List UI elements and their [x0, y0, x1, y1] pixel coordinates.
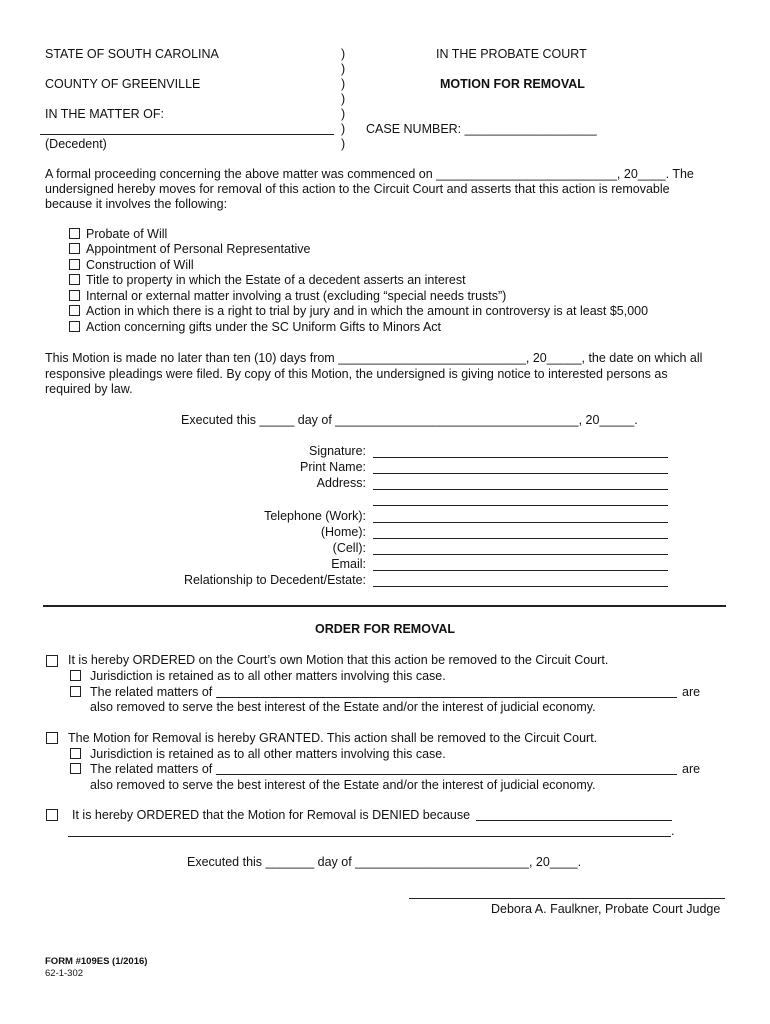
order-option-text: The Motion for Removal is hereby GRANTED. This action shall be removed to the Circuit Court. — [68, 731, 598, 745]
intro-line: because it involves the following: — [45, 197, 228, 211]
telephone-work-line[interactable] — [373, 522, 668, 523]
caption-paren: ) — [341, 137, 346, 151]
related-matters-line[interactable] — [216, 697, 677, 698]
print-name-line[interactable] — [373, 473, 668, 474]
form-title: MOTION FOR REMOVAL — [440, 77, 585, 91]
executed-line: Executed this _____ day of ___________________________________, 20_____. — [181, 413, 638, 427]
related-matters-checkbox[interactable] — [70, 763, 81, 774]
print-name-label: Print Name: — [300, 460, 366, 474]
sub-option-text: The related matters of — [90, 685, 213, 699]
caption-paren: ) — [341, 62, 346, 76]
sub-option-text: The related matters of — [90, 762, 213, 776]
signature-line[interactable] — [373, 457, 668, 458]
caption-paren: ) — [341, 47, 346, 61]
related-matters-checkbox[interactable] — [70, 686, 81, 697]
decedent-label: (Decedent) — [45, 137, 107, 151]
are-text: are — [682, 685, 701, 699]
option-label: Appointment of Personal Representative — [86, 242, 311, 256]
signature-label: Signature: — [309, 444, 366, 458]
telephone-home-line[interactable] — [373, 538, 668, 539]
denied-reason-line[interactable] — [476, 820, 672, 821]
section-divider — [43, 605, 726, 607]
timing-line: required by law. — [45, 382, 133, 396]
denied-reason-line-2[interactable] — [68, 836, 671, 837]
title-to-property-checkbox[interactable] — [69, 274, 80, 285]
jurisdiction-retained-checkbox[interactable] — [70, 748, 81, 759]
relationship-label: Relationship to Decedent/Estate: — [183, 573, 366, 587]
appointment-pr-checkbox[interactable] — [69, 243, 80, 254]
option-label: Internal or external matter involving a trust (excluding “special needs trusts”) — [86, 289, 507, 303]
option-label: Probate of Will — [86, 227, 168, 241]
email-label: Email: — [331, 557, 366, 571]
option-label: Construction of Will — [86, 258, 194, 272]
order-option-text: It is hereby ORDERED that the Motion for Removal is DENIED because — [72, 808, 471, 822]
option-label: Title to property in which the Estate of a decedent asserts an interest — [86, 273, 466, 287]
own-motion-checkbox[interactable] — [46, 655, 58, 667]
judge-signature-line[interactable] — [409, 898, 725, 899]
related-matters-line[interactable] — [216, 774, 677, 775]
timing-line: responsive pleadings were filed. By copy of this Motion, the undersigned is giving notice to interested persons as — [45, 367, 668, 381]
also-removed-text: also removed to serve the best interest of the Estate and/or the interest of judicial economy. — [90, 778, 596, 792]
also-removed-text: also removed to serve the best interest of the Estate and/or the interest of judicial economy. — [90, 700, 596, 714]
order-option-text: It is hereby ORDERED on the Court’s own Motion that this action be removed to the Circuit Court. — [68, 653, 609, 667]
motion-granted-checkbox[interactable] — [46, 732, 58, 744]
jury-trial-checkbox[interactable] — [69, 305, 80, 316]
decedent-name-line[interactable] — [40, 134, 334, 135]
order-title: ORDER FOR REMOVAL — [314, 622, 456, 636]
motion-denied-checkbox[interactable] — [46, 809, 58, 821]
judge-name: Debora A. Faulkner, Probate Court Judge — [491, 902, 721, 916]
address-label: Address: — [316, 476, 366, 490]
matter-label: IN THE MATTER OF: — [45, 107, 164, 121]
caption-paren: ) — [341, 92, 346, 106]
trust-matter-checkbox[interactable] — [69, 290, 80, 301]
period: . — [671, 824, 675, 838]
option-label: Action concerning gifts under the SC Uniform Gifts to Minors Act — [86, 320, 442, 334]
form-id: FORM #109ES (1/2016) — [45, 956, 148, 967]
option-label: Action in which there is a right to trial by jury and in which the amount in controversy is at least $5,000 — [86, 304, 649, 318]
caption-paren: ) — [341, 107, 346, 121]
case-number-field[interactable]: CASE NUMBER: ___________________ — [366, 122, 597, 136]
address-line[interactable] — [373, 489, 668, 490]
state-label: STATE OF SOUTH CAROLINA — [45, 47, 219, 61]
telephone-cell-label: (Cell): — [332, 541, 366, 555]
intro-line: undersigned hereby moves for removal of this action to the Circuit Court and asserts that this action is removable — [45, 182, 670, 196]
court-label: IN THE PROBATE COURT — [436, 47, 587, 61]
caption-paren: ) — [341, 77, 346, 91]
intro-line: A formal proceeding concerning the above matter was commenced on __________________________, 20____. The — [45, 167, 694, 181]
address-line-2[interactable] — [373, 505, 668, 506]
form-code: 62-1-302 — [45, 968, 84, 979]
telephone-cell-line[interactable] — [373, 554, 668, 555]
caption-paren: ) — [341, 122, 346, 136]
are-text: are — [682, 762, 701, 776]
timing-line: This Motion is made no later than ten (10) days from ___________________________, 20_____, the date on which all — [45, 351, 703, 365]
sub-option-text: Jurisdiction is retained as to all other matters involving this case. — [90, 747, 446, 761]
telephone-home-label: (Home): — [320, 525, 366, 539]
sub-option-text: Jurisdiction is retained as to all other matters involving this case. — [90, 669, 446, 683]
county-label: COUNTY OF GREENVILLE — [45, 77, 201, 91]
construction-of-will-checkbox[interactable] — [69, 259, 80, 270]
relationship-line[interactable] — [373, 586, 668, 587]
order-executed-line: Executed this _______ day of _________________________, 20____. — [187, 855, 582, 869]
probate-of-will-checkbox[interactable] — [69, 228, 80, 239]
gifts-to-minors-checkbox[interactable] — [69, 321, 80, 332]
telephone-work-label: Telephone (Work): — [264, 509, 366, 523]
email-line[interactable] — [373, 570, 668, 571]
jurisdiction-retained-checkbox[interactable] — [70, 670, 81, 681]
